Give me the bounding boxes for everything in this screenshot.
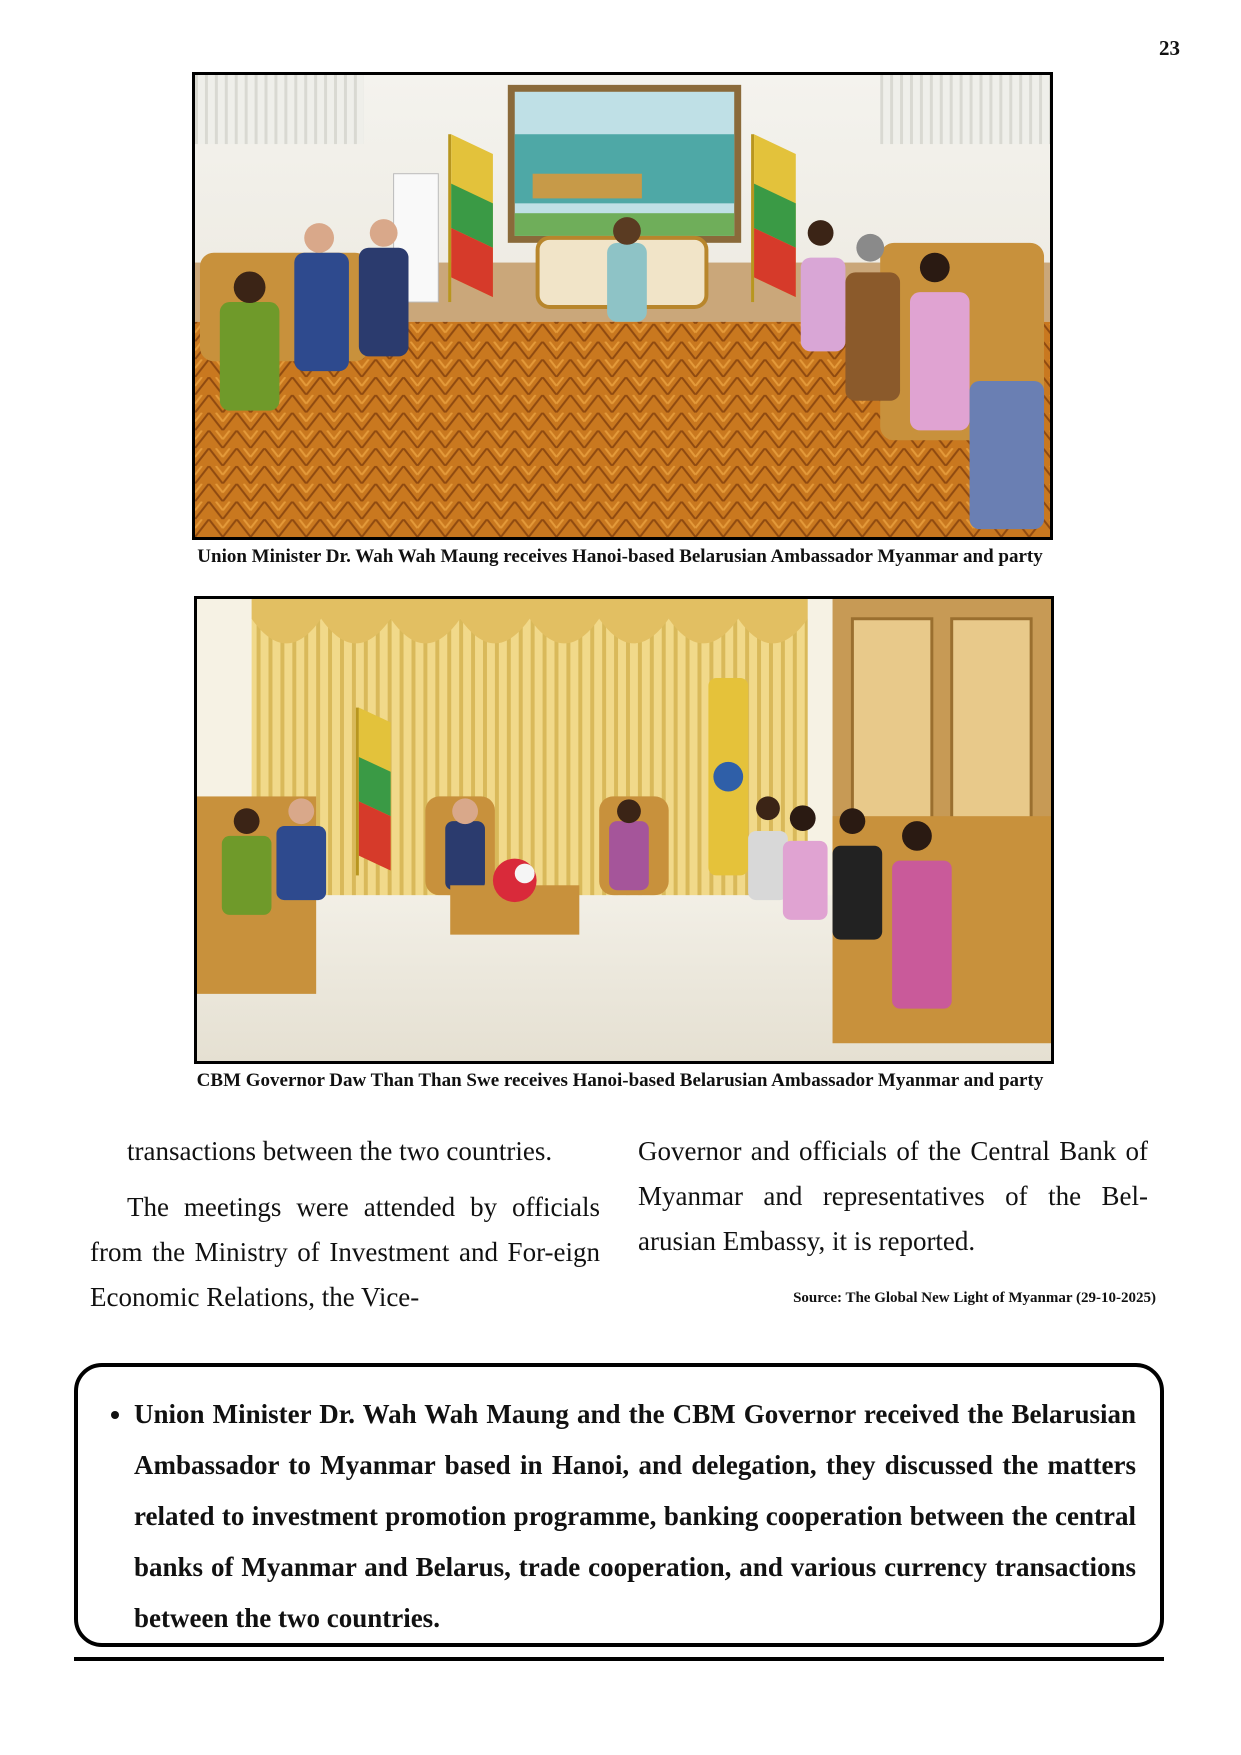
summary-box: [74, 1363, 1164, 1647]
bottom-rule: [74, 1657, 1164, 1661]
article-left-column: [90, 1129, 600, 1331]
photo-meeting-union-minister: [192, 72, 1053, 540]
summary-item: • Union Minister Dr. Wah Wah Maung and the CBM Governor received the Belarusian Ambassador to Myanmar based in Hanoi, and delegation, they discussed the matters related to investment promotion programme, banking cooperation between the central banks of Myanmar and Belarus, trade cooperation, and various currency transactions between the two countries.: [134, 1389, 1136, 1644]
photo-meeting-cbm-governor-image: [197, 599, 1051, 1061]
article-right-column: [638, 1129, 1148, 1275]
photo-meeting-cbm-governor: [194, 596, 1054, 1064]
article-paragraph: transactions between the two countries.: [127, 1136, 553, 1166]
photo-caption: CBM Governor Daw Than Than Swe receives Hanoi-based Belarusian Ambassador Myanmar and party: [196, 1070, 1044, 1091]
photo-meeting-union-minister-image: [195, 75, 1050, 537]
photo-caption: Union Minister Dr. Wah Wah Maung receives Hanoi-based Belarusian Ambassador Myanmar and party: [197, 546, 1043, 567]
article-source: Source: The Global New Light of Myanmar (29-10-2025): [793, 1290, 1156, 1306]
article-paragraph: Governor and officials of the Central Bank of Myanmar and representatives of the Bel-arusian Embassy, it is reported.: [638, 1136, 1148, 1256]
page-number: 23: [1159, 36, 1180, 60]
summary-list: [78, 1367, 1160, 1644]
article-paragraph: The meetings were attended by officials from the Ministry of Investment and For-eign Economic Relations, the Vice-: [90, 1192, 600, 1312]
